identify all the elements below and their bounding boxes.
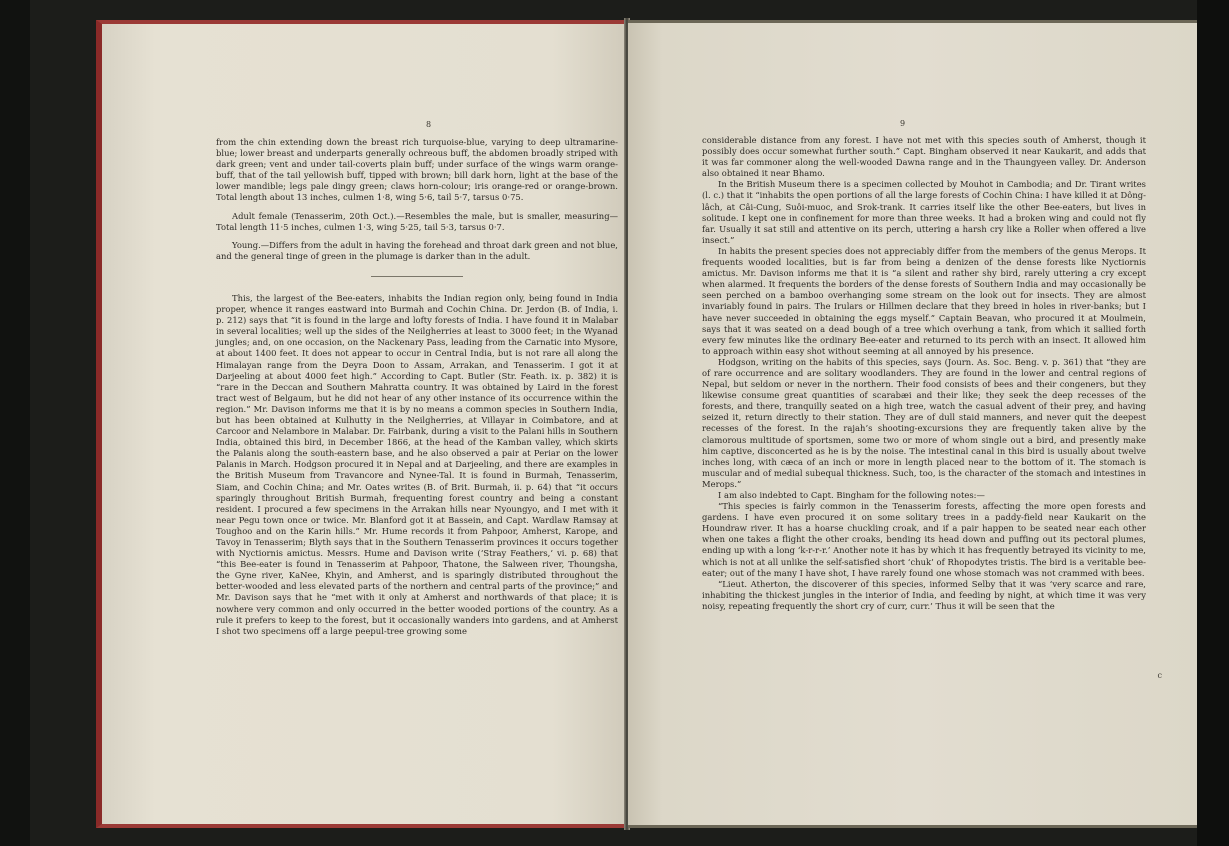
paragraph: This, the largest of the Bee-eaters, inhabits the Indian region only, being found in India proper, whence it ranges eastward into Burmah and Cochin China. Dr. Jerdon (B. of India, i. p. 212) says that “it is found in the large and lofty forests of India. I have found it in Malabar in several localities; well up the sides of the Neilgherries at least to 3000 feet; in the Wyanad jungles; and, on one occasion, on the Nackenary Pass, leading from the Carnatic into Mysore, at about 1400 feet. It does not appear to occur in Central India, but is not rare all along the Himalayan range from the Deyra Doon to Assam, Arrakan, and Tenasserim. I got it at Darjeeling at about 4000 feet high.” According to Capt. Butler (Str. Feath. ix. p. 382) it is “rare in the Deccan and Southern Mahratta country. It was obtained by Laird in the forest tract west of Belgaum, but he did not hear of any other instance of its occurrence within the region.” Mr. Davison informs me that it is by no means a common species in Southern India, but has been obtained at Kulhutty in the Neilgherries, at Villayar in Coimbatore, and at Carcoor and Nelambore in Malabar. Dr. Fairbank, during a visit to the Palani hills in Southern India, obtained this bird, in December 1866, at the head of the Kamban valley, which skirts the Palanis along the south-eastern base, and he also observed a pair at Periar on the lower Palanis in March. Hodgson procured it in Nepal and at Darjeeling, and there are examples in the British Museum from Travancore and Nynee-Tal. It is found in Burmah, Tenasserim, Siam, and Cochin China; and Mr. Oates writes (B. of Brit. Burmah, ii. p. 64) that “it occurs sparingly throughout British Burmah, frequenting forest country and being a constant resident. I procured a few specimens in the Arrakan hills near Nyoungyo, and I met with it near Pegu town once or twice. Mr. Blanford got it at Bassein, and Capt. Wardlaw Ramsay at Toughoo and on the Karin hills.” Mr. Hume records it from Pahpoor, Amherst, Karope, and Tavoy in Tenasserim; Blyth says that in the Southern Tenasserim provinces it occurs together with Nyctiornis amictus. Messrs. Hume and Davison write (‘Stray Feathers,’ vi. p. 68) that “this Bee-eater is found in Tenasserim at Pahpoor, Thatone, the Salween river, Thoungsha, the Gyne river, KaNee, Khyin, and Amherst, and is sparingly distributed throughout the better-wooded and less elevated parts of the northern and central parts of the province;” and Mr. Davison says that he “met with it only at Amherst and northwards of that place; it is nowhere very common and only occurred in the better wooded portions of the country. As a rule it prefers to keep to the forest, but it occasionally wanders into gardens, and at Amherst I shot two specimens off a large peepul-tree growing some <box>216 292 618 636</box>
right-cover-edge <box>1197 0 1229 846</box>
right-page <box>628 20 1200 828</box>
paragraph: “Lieut. Atherton, the discoverer of this species, informed Selby that it was ‘very scarce and rare, inhabiting the thickest jungles in the interior of India, and feeding by night, at which time it was very noisy, repeating frequently the short cry of curr, curr.’ Thus it will be seen that the <box>702 578 1146 611</box>
right-page-body <box>702 135 1146 612</box>
left-page-body <box>216 137 618 637</box>
signature-mark: c <box>1157 671 1162 680</box>
paragraph: In habits the present species does not appreciably differ from the members of the genus Merops. It frequents wooded localities, but is far from being a denizen of the dense forests like Nyctiornis amictus. Mr. Davison informs me that it is “a silent and rather shy bird, rarely uttering a cry except when alarmed. It frequents the borders of the dense forests of Southern India and may occasionally be seen perched on a bamboo overhanging some stream on the look out for insects. They are almost invariably found in pairs. The Irulars or Hillmen declare that they breed in holes in river-banks; but I have never succeeded in obtaining the eggs myself.” Captain Beavan, who procured it at Moulmein, says that it was seated on a dead bough of a tree which overhung a tank, from which it sallied forth every few minutes like the ordinary Bee-eater and returned to its perch with an insect. It allowed him to approach within easy shot without seeming at all annoyed by his presence. <box>702 245 1146 356</box>
paragraph: Hodgson, writing on the habits of this species, says (Journ. As. Soc. Beng. v. p. 361) that “they are of rare occurrence and are solitary woodlanders. They are found in the lower and central regions of Nepal, but seldom or never in the northern. Their food consists of bees and their congeners, but they likewise consume great quantities of scarabæi and their like; they seek the deep recesses of the forests, and there, tranquilly seated on a high tree, watch the casual advent of their prey, and having seized it, return directly to their station. They are of dull staid manners, and never quit the deepest recesses of the forest. In the rajah’s shooting-excursions they are frequently taken alive by the clamorous multitude of sportsmen, some two or more of whom single out a bird, and presently make him captive, disconcerted as he is by the noise. The intestinal canal in this bird is usually about twelve inches long, with cæca of an inch or more in length placed near to the bottom of it. The stomach is muscular and of medial subequal thickness. Such, too, is the character of the stomach and intestines in Merops.” <box>702 356 1146 489</box>
paragraph: In the British Museum there is a specimen collected by Mouhot in Cambodia; and Dr. Tirant writes (l. c.) that it “inhabits the open portions of all the large forests of Cochin China: I have killed it at Dông-lâch, at Câi-Cung, Suôi-muoc, and Srok-trank. It carries itself like the other Bee-eaters, but lives in solitude. I kept one in confinement for more than three weeks. It had a broken wing and could not fly far. Usually it sat still and attentive on its perch, uttering a harsh cry like a Roller when offered a live insect.” <box>702 179 1146 245</box>
left-margin <box>0 0 30 846</box>
paragraph: Adult female (Tenasserim, 20th Oct.).—Resembles the male, but is smaller, measuring—Total length 11·5 inches, culmen 1·3, wing 5·25, tail 5·3, tarsus 0·7. <box>216 210 618 232</box>
left-page <box>96 20 632 828</box>
right-page-number: 9 <box>900 119 906 128</box>
left-page-number: 8 <box>426 120 432 129</box>
paragraph: “This species is fairly common in the Tenasserim forests, affecting the more open forests and gardens. I have even procured it on some solitary trees in a paddy-field near Kaukarit on the Houndraw river. It has a hoarse chuckling croak, and if a pair happen to be seated near each other when one takes a flight the other croaks, bending its head down and puffing out its pectoral plumes, ending up with a long ‘k-r-r-r.’ Another note it has by which it has frequently betrayed its vicinity to me, which is not at all unlike the self-satisfied short ‘chuk’ of Rhopodytes tristis. The bird is a veritable bee-eater; out of the many I have shot, I have rarely found one whose stomach was not crammed with bees. <box>702 501 1146 578</box>
paragraph: Young.—Differs from the adult in having the forehead and throat dark green and not blue, and the general tinge of green in the plumage is darker than in the adult. <box>216 239 618 261</box>
paragraph: from the chin extending down the breast rich turquoise-blue, varying to deep ultramarine-blue; lower breast and underparts generally ochreous buff, the abdomen broadly striped with dark green; vent and under tail-coverts plain buff; under surface of the wings warm orange-buff, that of the tail yellowish buff, tipped with brown; bill dark horn, light at the base of the lower mandible; legs pale dingy green; claws horn-colour; iris orange-red or orange-brown. Total length about 13 inches, culmen 1·8, wing 5·6, tail 5·7, tarsus 0·75. <box>216 137 618 203</box>
paragraph: I am also indebted to Capt. Bingham for the following notes:— <box>718 490 985 500</box>
paragraph: considerable distance from any forest. I have not met with this species south of Amherst, though it possibly does occur somewhat further south.” Capt. Bingham observed it near Kaukarit, and adds that it was far commoner along the well-wooded Dawna range and in the Thaungyeen valley. Dr. Anderson also obtained it near Bhamo. <box>702 135 1146 179</box>
section-divider <box>371 276 463 277</box>
